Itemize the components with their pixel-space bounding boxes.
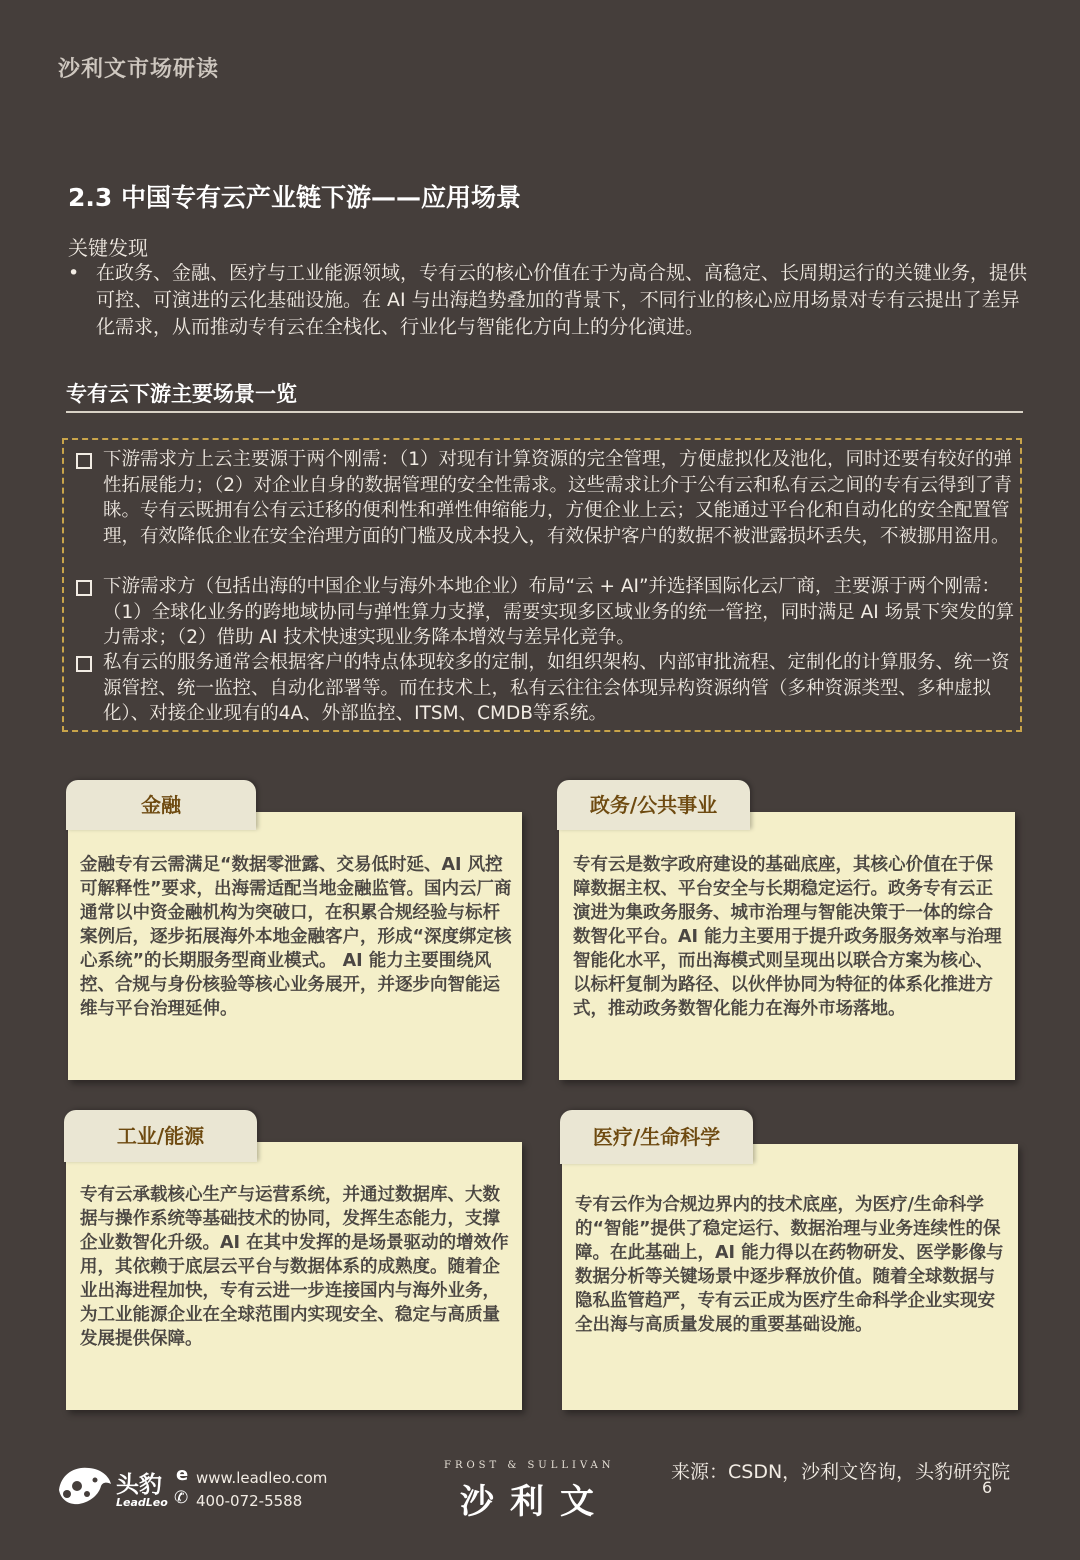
key-findings-text: 在政务、金融、医疗与工业能源领域，专有云的核心价值在于为高合规、高稳定、长周期运行的关键业务，提供可控、可演进的云化基础设施。在 AI 与出海趋势叠加的背景下，不同行业的核心应用场景对专有云提出了差异化需求，从而推动专有云在全栈化、行业化与智能化方向上的分化演进。 xyxy=(96,262,1028,338)
web-icon: e xyxy=(176,1464,189,1485)
requirement-item xyxy=(76,447,1016,549)
industry-tab: 工业/能源 xyxy=(64,1110,257,1162)
industry-text: 专有云承载核心生产与运营系统，并通过数据库、大数据与操作系统等基础技术的协同，发挥生态能力，支撑企业数智化升级。AI 在其中发挥的是场景驱动的增效作用，其依赖于底层云平台与数据体系的成熟度。随着企业出海进程加快，专有云进一步连接国内与海外业务，为工业能源企业在全球范围内实现安全、稳定与高质量发展提供保障。 xyxy=(80,1185,509,1349)
bullet-dot: • xyxy=(68,262,80,284)
leopard-logo-icon xyxy=(55,1460,113,1508)
checkbox-icon xyxy=(76,656,92,672)
phone-number: 400-072-5588 xyxy=(196,1492,303,1510)
government-tab: 政务/公共事业 xyxy=(557,780,750,830)
website-link[interactable]: www.leadleo.com xyxy=(196,1469,328,1487)
phone-icon: ✆ xyxy=(174,1488,189,1508)
finance-text: 金融专有云需满足“数据零泄露、交易低时延、AI 风控可解释性”要求，出海需适配当地金融监管。国内云厂商通常以中资金融机构为突破口，在积累合规经验与标杆案例后，逐步拓展海外本地金融客户，形成“深度绑定核心系统”的长期服务型商业模式。 AI 能力主要围绕风控、合规与身份核验等核心业务展开，并逐步向智能运维与平台治理延伸。 xyxy=(80,855,512,1019)
overview-title: 专有云下游主要场景一览 xyxy=(66,382,297,406)
page-number: 6 xyxy=(982,1478,993,1497)
header-brand: 沙利文市场研读 xyxy=(58,57,220,82)
key-findings-label: 关键发现 xyxy=(68,236,148,260)
requirement-text: 私有云的服务通常会根据客户的特点体现较多的定制，如组织架构、内部审批流程、定制化的计算服务、统一资源管控、统一监控、自动化部署等。而在技术上，私有云往往会体现异构资源纳管（多种资源类型、多种虚拟化）、对接企业现有的4A、外部监控、ITSM、CMDB等系统。 xyxy=(103,652,1010,724)
healthcare-text: 专有云作为合规边界内的技术底座，为医疗/生命科学的“智能”提供了稳定运行、数据治理与业务连续性的保障。在此基础上，AI 能力得以在药物研发、医学影像与数据分析等关键场景中逐步释放价值。随着全球数据与隐私监管趋严，专有云正成为医疗生命科学企业实现安全出海与高质量发展的重要基础设施。 xyxy=(575,1195,1004,1335)
government-text: 专有云是数字政府建设的基础底座，其核心价值在于保障数据主权、平台安全与长期稳定运行。政务专有云正演进为集政务服务、城市治理与智能决策于一体的综合数智化平台。AI 能力主要用于提升政务服务效率与治理智能化水平，而出海模式则呈现出以联合方案为核心、以标杆复制为路径、以伙伴协同为特征的体系化推进方式，推动政务数智化能力在海外市场落地。 xyxy=(573,855,1002,1019)
finance-tab: 金融 xyxy=(66,780,256,830)
requirement-text: 下游需求方（包括出海的中国企业与海外本地企业）布局“云 + AI”并选择国际化云厂商，主要源于两个刚需：（1）全球化业务的跨地域协同与弹性算力支撑，需要实现多区域业务的统一管控，同时满足 AI 场景下突发的算力需求；（2）借助 AI 技术快速实现业务降本增效与差异化竞争。 xyxy=(103,576,1015,648)
overview-divider xyxy=(66,411,1023,413)
source-note: 来源：CSDN，沙利文咨询，头豹研究院 xyxy=(671,1461,1011,1483)
leadleo-logo-en: LeadLeo xyxy=(116,1496,168,1509)
leadleo-logo-cn: 头豹 xyxy=(116,1472,162,1498)
checkbox-icon xyxy=(76,453,92,469)
key-findings-bullet xyxy=(68,260,1028,341)
checkbox-icon xyxy=(76,580,92,596)
frost-sullivan-logo-cn: 沙利文 xyxy=(460,1482,610,1522)
section-title: 2.3 中国专有云产业链下游——应用场景 xyxy=(68,183,521,212)
frost-sullivan-logo-en: FROST & SULLIVAN xyxy=(444,1460,615,1471)
healthcare-tab: 医疗/生命科学 xyxy=(560,1110,753,1164)
requirement-item xyxy=(76,574,1016,651)
requirement-item xyxy=(76,650,1016,727)
requirement-text: 下游需求方上云主要源于两个刚需：（1）对现有计算资源的完全管理，方便虚拟化及池化，同时还要有较好的弹性拓展能力；（2）对企业自身的数据管理的安全性需求。这些需求让介于公有云和私有云之间的专有云得到了青睐。专有云既拥有公有云迁移的便利性和弹性伸缩能力，方便企业上云；又能通过平台化和自动化的安全配置管理，有效降低企业在安全治理方面的门槛及成本投入，有效保护客户的数据不被泄露损坏丢失，不被挪用盗用。 xyxy=(103,449,1013,547)
